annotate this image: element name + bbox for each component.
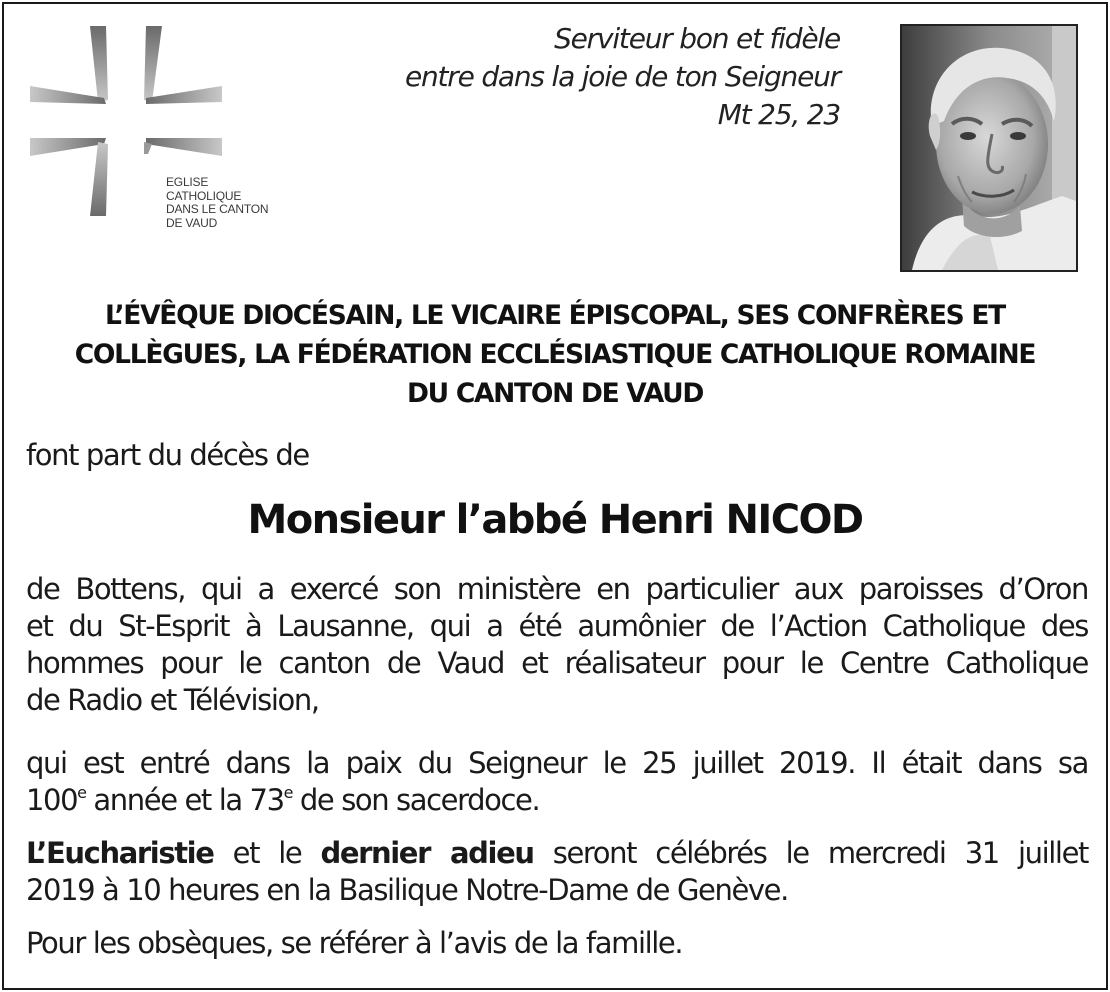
biography-paragraph	[26, 571, 1088, 719]
text-line: 2019 à 10 heures en la Basilique Notre-Dame de Genève.	[26, 873, 788, 907]
portrait-photo-icon	[902, 26, 1076, 270]
text-line: et du St-Esprit à Lausanne, qui a été aumônier de l’Action Catholique des	[26, 609, 1088, 643]
text-fragment: et le	[213, 836, 321, 870]
funeral-paragraph	[26, 835, 1088, 909]
senders-line: L’ÉVÊQUE DIOCÉSAIN, LE VICAIRE ÉPISCOPAL, SES CONFRÈRES ET	[105, 300, 1005, 331]
logo-line: EGLISE	[166, 175, 209, 189]
verse-line: entre dans la joie de ton Seigneur	[404, 60, 840, 93]
portrait-photo	[900, 24, 1078, 272]
bible-verse	[405, 20, 840, 134]
farewell-label: dernier adieu	[320, 836, 534, 870]
ordinal-suffix: e	[77, 783, 86, 802]
text-fragment: année et la	[85, 783, 250, 817]
text-line: de Radio et Télévision,	[26, 683, 319, 717]
logo-text	[166, 176, 268, 230]
age-number: 100	[26, 783, 78, 817]
ordinal-suffix: e	[283, 783, 293, 802]
eucharist-label: L’Eucharistie	[26, 836, 214, 870]
senders-heading	[24, 296, 1086, 413]
text-line: hommes pour le canton de Vaud et réalisateur pour le Centre Catholique	[26, 646, 1088, 680]
text-fragment: de son sacerdoce.	[292, 783, 540, 817]
death-paragraph	[26, 745, 1088, 819]
announcement-text: font part du décès de	[26, 438, 309, 472]
deceased-name: Monsieur l’abbé Henri NICOD	[247, 497, 863, 543]
logo-line: DANS LE CANTON	[166, 202, 269, 216]
text-line: de Bottens, qui a exercé son ministère en particulier aux paroisses d’Oron	[26, 572, 1088, 606]
text-fragment: seront célébrés le mercredi 31 juillet	[533, 836, 1089, 870]
priesthood-number: 73	[249, 783, 284, 817]
text-line	[26, 835, 1088, 872]
text-line: qui est entré dans la paix du Seigneur le 25 juillet 2019. Il était dans sa	[26, 746, 1088, 780]
verse-line: Serviteur bon et fidèle	[554, 22, 840, 55]
church-logo	[28, 24, 269, 230]
family-notice-text: Pour les obsèques, se référer à l’avis de la famille.	[26, 926, 683, 960]
obituary-notice	[2, 2, 1108, 990]
text-line	[26, 782, 1088, 819]
logo-line: CATHOLIQUE	[166, 188, 242, 203]
verse-reference: Mt 25, 23	[717, 98, 840, 131]
logo-line: DE VAUD	[166, 215, 218, 230]
senders-line: COLLÈGUES, LA FÉDÉRATION ECCLÉSIASTIQUE CATHOLIQUE ROMAINE	[74, 339, 1036, 370]
senders-line: DU CANTON DE VAUD	[406, 378, 704, 409]
